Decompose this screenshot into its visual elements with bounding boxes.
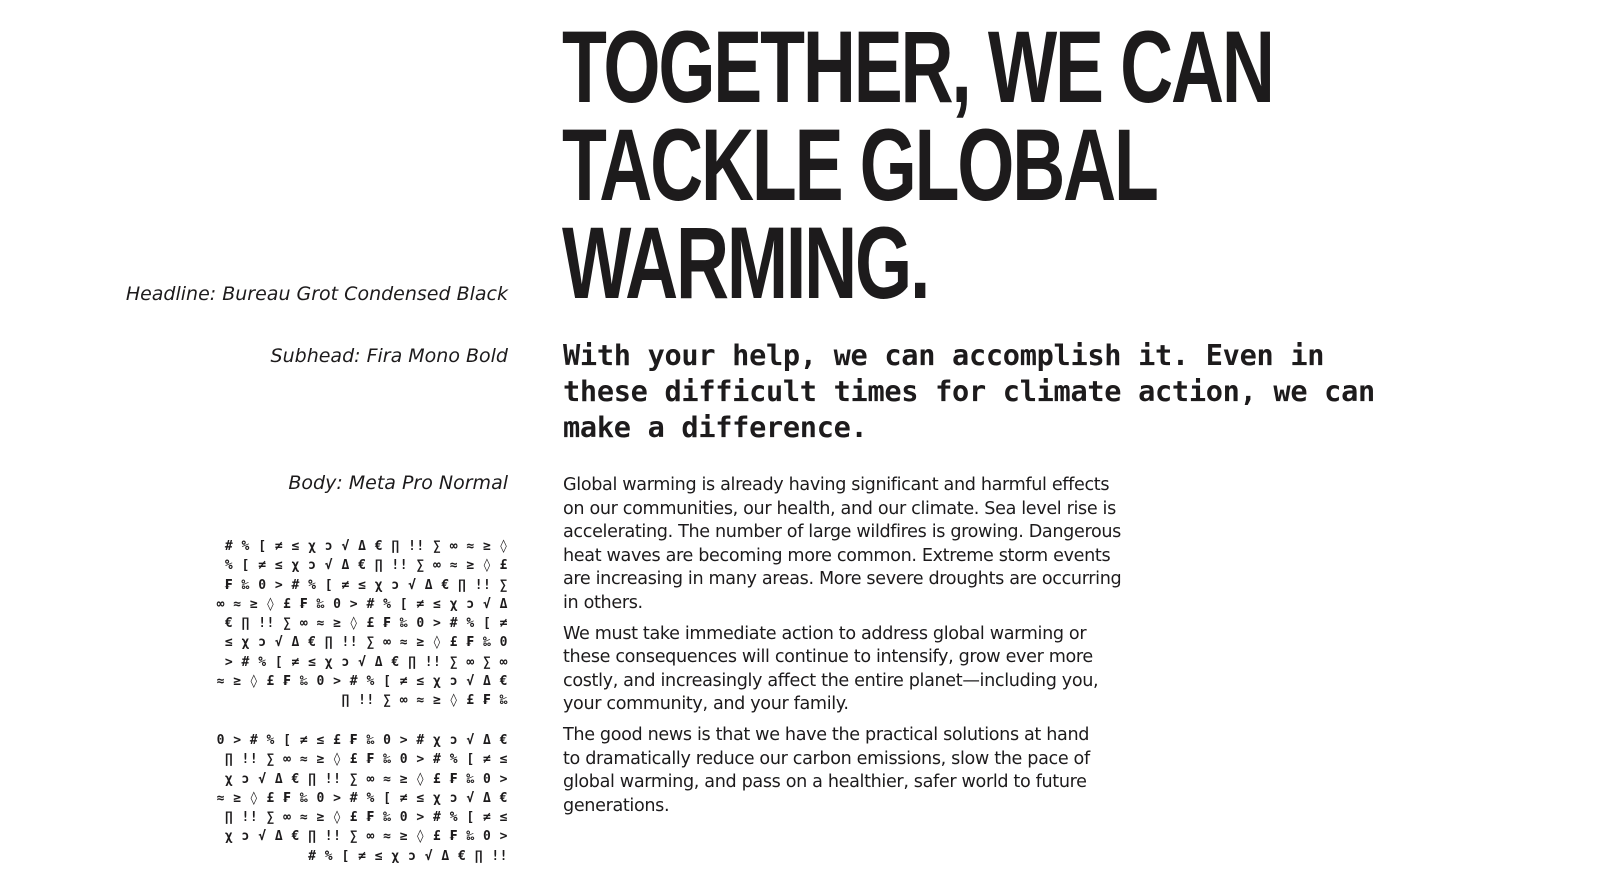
body-line: in others.: [563, 592, 643, 613]
body-line: on our communities, our health, and our climate. Sea level rise is: [563, 498, 1116, 519]
glyph-line: # % [ ≠ ≤ χ ͻ √ Δ € ∏ !!: [308, 848, 508, 864]
glyph-line: ₣ ‰ 0 > # % [ ≠ ≤ χ ͻ √ Δ € ∏ !! ∑: [224, 577, 508, 593]
glyph-line: 0 > # % [ ≠ ≤ £ ₣ ‰ 0 > # χ ͻ √ Δ €: [216, 733, 508, 748]
subhead-font-label: Subhead: Fira Mono Bold: [270, 345, 508, 367]
body-line: accelerating. The number of large wildfires is growing. Dangerous: [563, 522, 1121, 543]
body-line: to dramatically reduce our carbon emissions, slow the pace of: [563, 748, 1090, 769]
glyph-specimen-block-1: [200, 537, 508, 711]
body-paragraph: [563, 623, 1163, 717]
headline-font-label: Headline: Bureau Grot Condensed Black: [125, 283, 508, 305]
subhead-line: With your help, we can accomplish it. Even in: [563, 338, 1325, 372]
glyph-line: ∞ ≈ ≥ ◊ £ ₣ ‰ 0 > # % [ ≠ ≤ χ ͻ √ Δ: [216, 596, 508, 612]
glyph-line: > # % [ ≠ ≤ χ ͻ √ Δ € ∏ !! ∑ ∞ ∑ ∞: [224, 654, 508, 670]
glyph-line: ≤ χ ͻ √ Δ € ∏ !! ∑ ∞ ≈ ≥ ◊ £ ₣ ‰ 0: [224, 635, 508, 651]
glyph-line: ≈ ≥ ◊ £ ₣ ‰ 0 > # % [ ≠ ≤ χ ͻ √ Δ €: [216, 790, 508, 806]
body-line: these consequences will continue to intensify, grow ever more: [563, 647, 1093, 668]
body-line: costly, and increasingly affect the entire planet—including you,: [563, 670, 1099, 691]
glyph-line: ∏ !! ∑ ∞ ≈ ≥ ◊ £ ₣ ‰ 0 > # % [ ≠ ≤: [224, 752, 508, 768]
subhead-line: these difficult times for climate action, we can: [563, 374, 1375, 408]
body-line: global warming, and pass on a healthier, safer world to future: [563, 772, 1087, 793]
body-line: The good news is that we have the practical solutions at hand: [563, 724, 1090, 745]
page-headline: [562, 10, 1273, 320]
glyph-line: ∏ !! ∑ ∞ ≈ ≥ ◊ £ ₣ ‰ 0 > # % [ ≠ ≤: [224, 810, 508, 826]
glyph-line: ∏ !! ∑ ∞ ≈ ≥ ◊ £ ₣ ‰: [341, 693, 508, 709]
glyph-specimen-block-2: [200, 731, 508, 866]
glyph-line: ≈ ≥ ◊ £ ₣ ‰ 0 > # % [ ≠ ≤ χ ͻ √ Δ €: [216, 674, 508, 690]
page-subhead: [563, 337, 1443, 445]
headline-line: TOGETHER, WE CAN: [562, 10, 1273, 124]
glyph-line: % [ ≠ ≤ χ ͻ √ Δ € ∏ !! ∑ ∞ ≈ ≥ ◊ £: [224, 558, 508, 574]
body-line: are increasing in many areas. More severe droughts are occurring: [563, 569, 1122, 590]
body-font-label: Body: Meta Pro Normal: [288, 472, 508, 494]
body-line: generations.: [563, 795, 670, 816]
body-paragraph: [563, 474, 1163, 616]
body-line: Global warming is already having significant and harmful effects: [563, 475, 1110, 495]
headline-line: WARMING.: [562, 206, 929, 320]
glyph-line: χ ͻ √ Δ € ∏ !! ∑ ∞ ≈ ≥ ◊ £ ₣ ‰ 0 >: [224, 771, 508, 787]
body-line: your community, and your family.: [563, 694, 849, 715]
subhead-line: make a difference.: [563, 410, 868, 444]
body-line: We must take immediate action to address global warming or: [563, 623, 1087, 644]
headline-line: TACKLE GLOBAL: [562, 108, 1157, 222]
glyph-line: χ ͻ √ Δ € ∏ !! ∑ ∞ ≈ ≥ ◊ £ ₣ ‰ 0 >: [224, 829, 508, 845]
body-paragraph: [563, 724, 1163, 818]
glyph-line: # % [ ≠ ≤ χ ͻ √ Δ € ∏ !! ∑ ∞ ≈ ≥ ◊: [224, 539, 508, 554]
glyph-line: € ∏ !! ∑ ∞ ≈ ≥ ◊ £ ₣ ‰ 0 > # % [ ≠: [224, 616, 508, 632]
body-line: heat waves are becoming more common. Extreme storm events: [563, 545, 1111, 566]
body-copy: [563, 474, 1163, 825]
